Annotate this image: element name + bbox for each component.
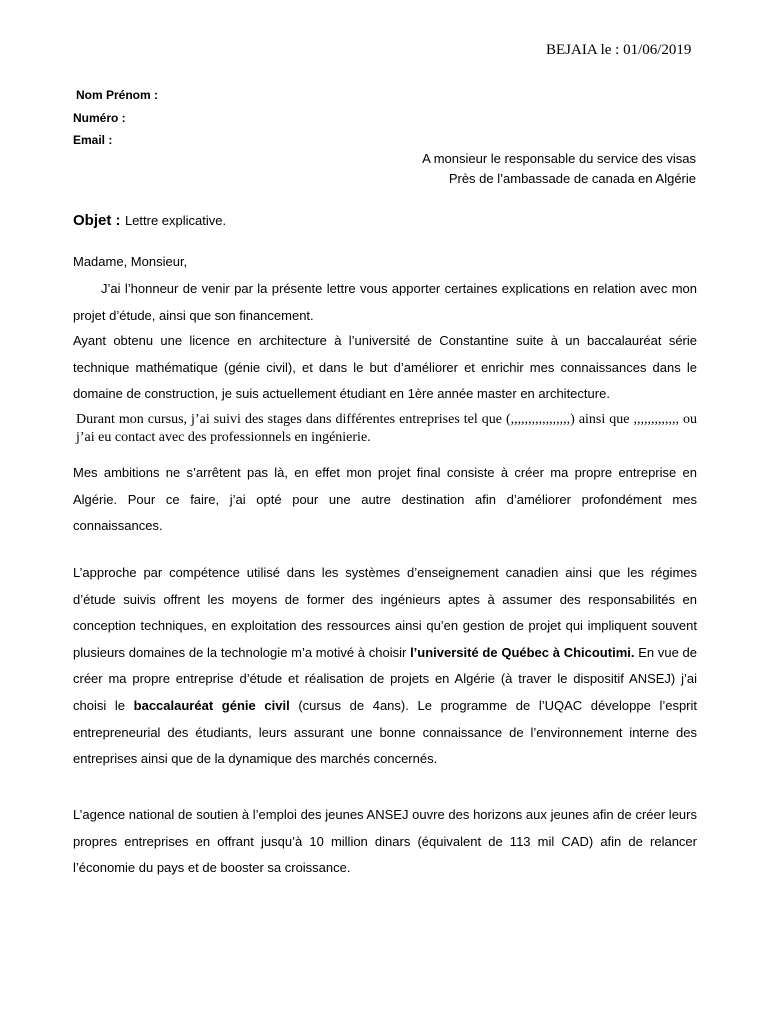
approach-university: l’université de Québec à Chicoutimi. bbox=[410, 644, 635, 660]
paragraph-education: Ayant obtenu une licence en architecture à l’université de Constantine suite à un baccalauréat série technique mathématique (génie civil), et dans le but d’améliorer et enrichir mes connaissances dans le domaine de construction, je suis actuellement étudiant en 1ère année master en architecture. bbox=[73, 333, 697, 402]
approach-program: baccalauréat génie civil bbox=[133, 697, 290, 713]
paragraph-ambitions: Mes ambitions ne s’arrêtent pas là, en effet mon projet final consiste à créer ma propre entreprise en Algérie. Pour ce faire, j’ai opté pour une autre destination afin d’améliorer profondément mes connaissances. bbox=[73, 465, 697, 534]
sender-name-field: Nom Prénom : bbox=[76, 88, 159, 102]
recipient-line-1: A monsieur le responsable du service des visas bbox=[422, 151, 696, 166]
recipient-line-2: Près de l’ambassade de canada en Algérie bbox=[448, 171, 696, 186]
sender-number-field: Numéro : bbox=[73, 111, 126, 125]
objet-label: Objet : bbox=[73, 212, 121, 229]
sender-email-field: Email : bbox=[73, 133, 113, 147]
paragraph-internships: Durant mon cursus, j’ai suivi des stages dans différentes entreprises tel que (,,,,,,,,,,,,,,,,,) ainsi que ,,,,,,,,,,,,, ou j’ai eu contact avec des professionnels en ingénierie. bbox=[76, 412, 697, 445]
paragraph-intro: J’ai l’honneur de venir par la présente lettre vous apporter certaines explications en relation avec mon projet d’étude, ainsi que son financement. bbox=[73, 281, 697, 323]
date-line: BEJAIA le : 01/06/2019 bbox=[546, 42, 692, 58]
approach-text-e: (cursus de 4ans). Le programme de l’UQAC développe l’esprit entrepreneurial des étudiants, leurs assurant une bonne connaissance de l’environnement interne des entreprises ainsi que de la dynamique des marchés concernés. bbox=[73, 697, 698, 767]
approach-text-c: En vue de créer ma propre entreprise d’étude et réalisation de projets en Algérie (à traver le dispositif ANSEJ) j’ai choisi le bbox=[73, 644, 697, 713]
salutation: Madame, Monsieur, bbox=[73, 254, 188, 269]
objet-text: Lettre explicative. bbox=[124, 213, 227, 228]
objet-line bbox=[73, 212, 226, 230]
approach-text-a: L’approche par compétence utilisé dans les systèmes d’enseignement canadien ainsi que les régimes d’étude suivis offrent les moyens de former des ingénieurs aptes à assumer des responsabilités en conception techniques, en exploitation des ressources ainsi qu’en gestion de projet qui impliquent souvent plusieurs domaines de la technologie m’a motivé à choisir bbox=[73, 565, 697, 660]
paragraph-ansej: L’agence national de soutien à l’emploi des jeunes ANSEJ ouvre des horizons aux jeunes afin de créer leurs propres entreprises en offrant jusqu’à 10 million dinars (équivalent de 113 mil CAD) afin de relancer l’économie du pays et de booster sa croissance. bbox=[73, 807, 697, 876]
paragraph-approach bbox=[73, 560, 697, 773]
